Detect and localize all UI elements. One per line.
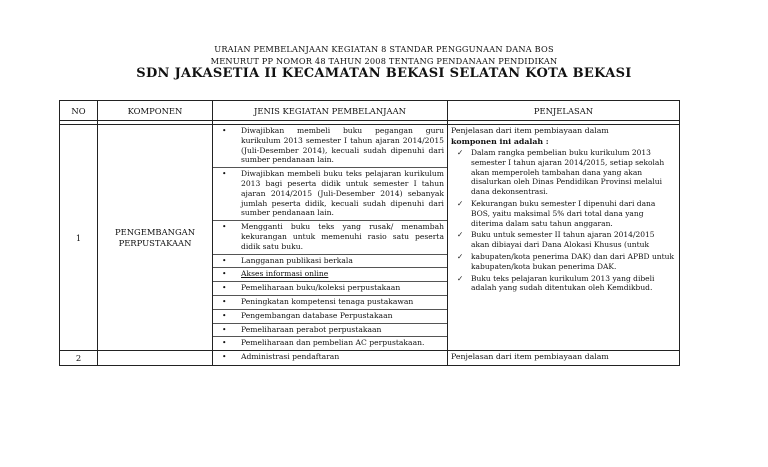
- kegiatan-cell: [213, 351, 448, 366]
- bullet-icon: •: [222, 283, 227, 293]
- header-komponen: KOMPONEN: [98, 101, 213, 121]
- list-item-text: Administrasi pendaftaran: [241, 352, 340, 362]
- checkmark-icon: ✓: [457, 251, 464, 261]
- list-item: [213, 282, 447, 296]
- list-item: [448, 273, 679, 295]
- list-item-text: Dalam rangka pembelian buku kurikulum 2013 semester I tahun ajaran 2014/2015, setiap sekolah akan memperoleh tambahan dana yang akan disalurkan oleh Dinas Pendidikan Provinsi melalui dana dekonsentrasi.: [471, 148, 665, 197]
- list-item-text: Diwajibkan membeli buku teks pelajaran kurikulum 2013 bagi peserta didik untuk semester I tahun ajaran 2014/2015 (Juli-Desember 2014) sebanyak jumlah peserta didik, kecuali sudah dipenuhi dari sumber pendanaan lain.: [241, 169, 444, 218]
- penjelasan-intro: Penjelasan dari item pembiayaan dalam: [451, 126, 609, 135]
- list-item-text: Peningkatan kompetensi tenaga pustakawan: [241, 296, 414, 306]
- list-item: [213, 351, 447, 364]
- title-line-1: URAIAN PEMBELANJAAN KEGIATAN 8 STANDAR PENGGUNAAN DANA BOS: [214, 44, 554, 54]
- list-item-text: Buku teks pelajaran kurikulum 2013 yang dibeli adalah yang sudah ditentukan oleh Kemdikbud.: [471, 273, 655, 293]
- list-item-text: Buku untuk semester II tahun ajaran 2014/2015 akan dibiayai dari Dana Alokasi Khusus (untuk: [471, 230, 655, 250]
- list-item-text: Akses informasi online: [241, 269, 329, 279]
- list-item-text: Kekurangan buku semester I dipenuhi dari dana BOS, yaitu maksimal 5% dari total dana yang diterima dalam satu tahun anggaran.: [471, 198, 656, 228]
- checkmark-icon: ✓: [457, 198, 464, 208]
- header-no: NO: [60, 101, 98, 121]
- bullet-icon: •: [222, 269, 227, 279]
- list-item: [448, 147, 679, 198]
- bullet-icon: •: [222, 338, 227, 348]
- list-item: [213, 168, 447, 221]
- table-row: [60, 351, 680, 366]
- list-item: [213, 268, 447, 282]
- list-item: [448, 251, 679, 273]
- kegiatan-cell: [213, 125, 448, 351]
- header-penjelasan: PENJELASAN: [448, 101, 680, 121]
- list-item: [213, 125, 447, 168]
- list-item-text: kabupaten/kota penerima DAK) dan dari APBD untuk kabupaten/kota bukan penerima DAK.: [471, 251, 675, 271]
- bullet-icon: •: [222, 352, 227, 362]
- table-header-row: [60, 101, 680, 121]
- komponen-cell: [98, 351, 213, 366]
- penjelasan-cell: [448, 351, 680, 366]
- penjelasan-list: [448, 147, 679, 294]
- list-item: [213, 221, 447, 254]
- list-item-text: Langganan publikasi berkala: [241, 255, 353, 265]
- header-jenis: JENIS KEGIATAN PEMBELANJAAN: [213, 101, 448, 121]
- list-item-text: Diwajibkan membeli buku pegangan guru kurikulum 2013 semester I tahun ajaran 2014/2015 (Juli-Desember 2014), kecuali sudah dipenuhi dari sumber pendanaan lain.: [241, 126, 444, 165]
- list-item: [213, 310, 447, 324]
- bullet-icon: •: [222, 222, 227, 232]
- penjelasan-intro-2: komponen ini adalah :: [451, 137, 549, 146]
- list-item-text: Mengganti buku teks yang rusak/ menambah kekurangan untuk memenuhi rasio satu peserta didik satu buku.: [241, 222, 444, 251]
- penjelasan-cell: [448, 125, 680, 351]
- list-item: [213, 324, 447, 338]
- checkmark-icon: ✓: [457, 230, 464, 240]
- penjelasan-intro: Penjelasan dari item pembiayaan dalam: [451, 352, 609, 362]
- row-number: 1: [60, 125, 98, 351]
- list-item: [448, 229, 679, 251]
- komponen-cell: PENGEMBANGAN PERPUSTAKAAN: [98, 125, 213, 351]
- school-title: SDN JAKASETIA II KECAMATAN BEKASI SELATAN KOTA BEKASI: [136, 66, 632, 81]
- list-item: [213, 337, 447, 350]
- table-row: [60, 125, 680, 351]
- list-item: [213, 255, 447, 269]
- list-item-text: Pemeliharaan perabot perpustakaan: [241, 324, 382, 334]
- list-item-text: Pengembangan database Perpustakaan: [241, 310, 393, 320]
- bullet-icon: •: [222, 169, 227, 179]
- bullet-icon: •: [222, 310, 227, 320]
- checkmark-icon: ✓: [457, 273, 464, 283]
- budget-table: [59, 100, 680, 366]
- bullet-icon: •: [222, 296, 227, 306]
- row-number: 2: [60, 351, 98, 366]
- bullet-icon: •: [222, 324, 227, 334]
- list-item-text: Pemeliharaan buku/koleksi perpustakaan: [241, 283, 401, 293]
- list-item: [448, 198, 679, 229]
- checkmark-icon: ✓: [457, 148, 464, 157]
- bullet-icon: •: [222, 126, 227, 135]
- list-item-text: Pemeliharaan dan pembelian AC perpustakaan.: [241, 338, 425, 348]
- title-line-2: MENURUT PP NOMOR 48 TAHUN 2008 TENTANG PENDANAAN PENDIDIKAN: [210, 56, 558, 66]
- bullet-icon: •: [222, 255, 227, 265]
- list-item: [213, 296, 447, 310]
- kegiatan-list: [213, 125, 447, 350]
